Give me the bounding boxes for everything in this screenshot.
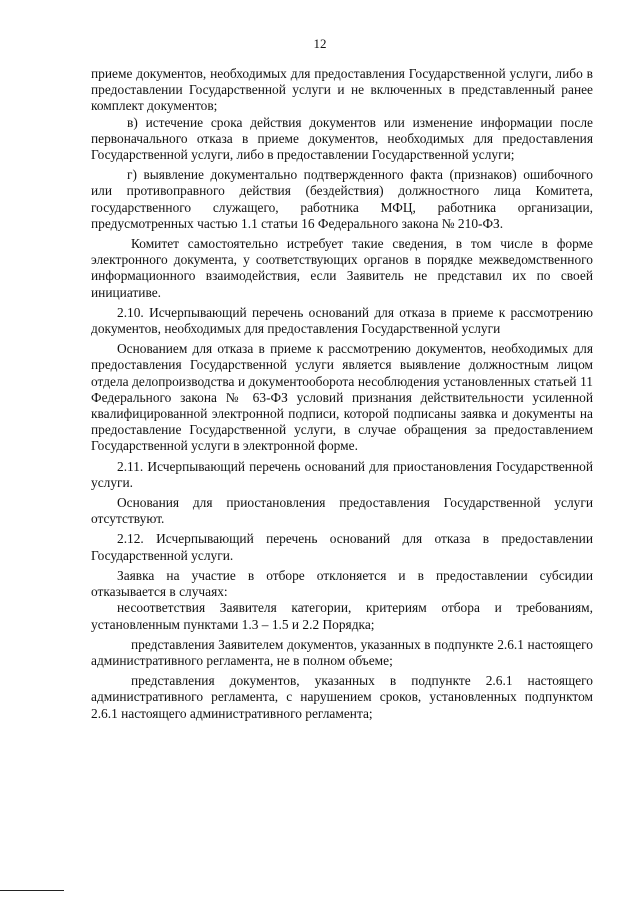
document-body (91, 66, 593, 722)
paragraph: Заявка на участие в отборе отклоняется и в предоставлении субсидии отказывается в случаях: (91, 567, 593, 600)
paragraph: Комитет самостоятельно истребует такие сведения, в том числе в форме электронного документа, у соответствующих органов в порядке межведомственного информационного взаимодействия, если Заявитель не представил их по своей инициативе. (91, 236, 593, 300)
paragraph: в) истечение срока действия документов или изменение информации после первоначального отказа в приеме документов, необходимых для предоставления Государственной услуги, либо в предоставлении Государственной услуги; (91, 114, 593, 163)
list-item: представления Заявителем документов, указанных в подпункте 2.6.1 настоящего административного регламента, не в полном объеме; (91, 636, 593, 668)
paragraph: приеме документов, необходимых для предоставления Государственной услуги, либо в предоставлении Государственной услуги и не включенных в представленный ранее комплект документов; (91, 66, 593, 114)
page-number: 12 (313, 36, 327, 51)
list-item: несоответствия Заявителя категории, критериям отбора и требованиям, установленным пунктами 1.3 – 1.5 и 2.2 Порядка; (91, 600, 593, 632)
paragraph: Основанием для отказа в приеме к рассмотрению документов, необходимых для предоставления Государственной услуги является выявление должностным лицом отдела делопроизводства и документооборота несоблюдения установленных статьей 11 Федерального закона № 63-ФЗ условий признания действительности усиленной квалифицированной электронной подписи, которой подписаны заявка и документы на предоставление Государственной услуги, в случае обращения за предоставлением Государственной услуги в электронной форме. (91, 341, 593, 454)
paragraph: г) выявление документально подтвержденного факта (признаков) ошибочного или противоправного действия (бездействия) должностного лица Комитета, государственного служащего, работника МФЦ, работника организации, предусмотренных частью 1.1 статьи 16 Федерального закона № 210-ФЗ. (91, 167, 593, 231)
paragraph: Основания для приостановления предоставления Государственной услуги отсутствуют. (91, 495, 593, 527)
section-heading: 2.12. Исчерпывающий перечень оснований для отказа в предоставлении Государственной услуги. (91, 531, 593, 563)
list-item: представления документов, указанных в подпункте 2.6.1 настоящего административного регламента, с нарушением сроков, установленных подпунктом 2.6.1 настоящего административного регламента; (91, 673, 593, 721)
section-heading: 2.11. Исчерпывающий перечень оснований для приостановления Государственной услуги. (91, 458, 593, 490)
footnote-divider (0, 890, 64, 891)
section-heading: 2.10. Исчерпывающий перечень оснований для отказа в приеме к рассмотрению документов, необходимых для предоставления Государственной услуги (91, 304, 593, 337)
